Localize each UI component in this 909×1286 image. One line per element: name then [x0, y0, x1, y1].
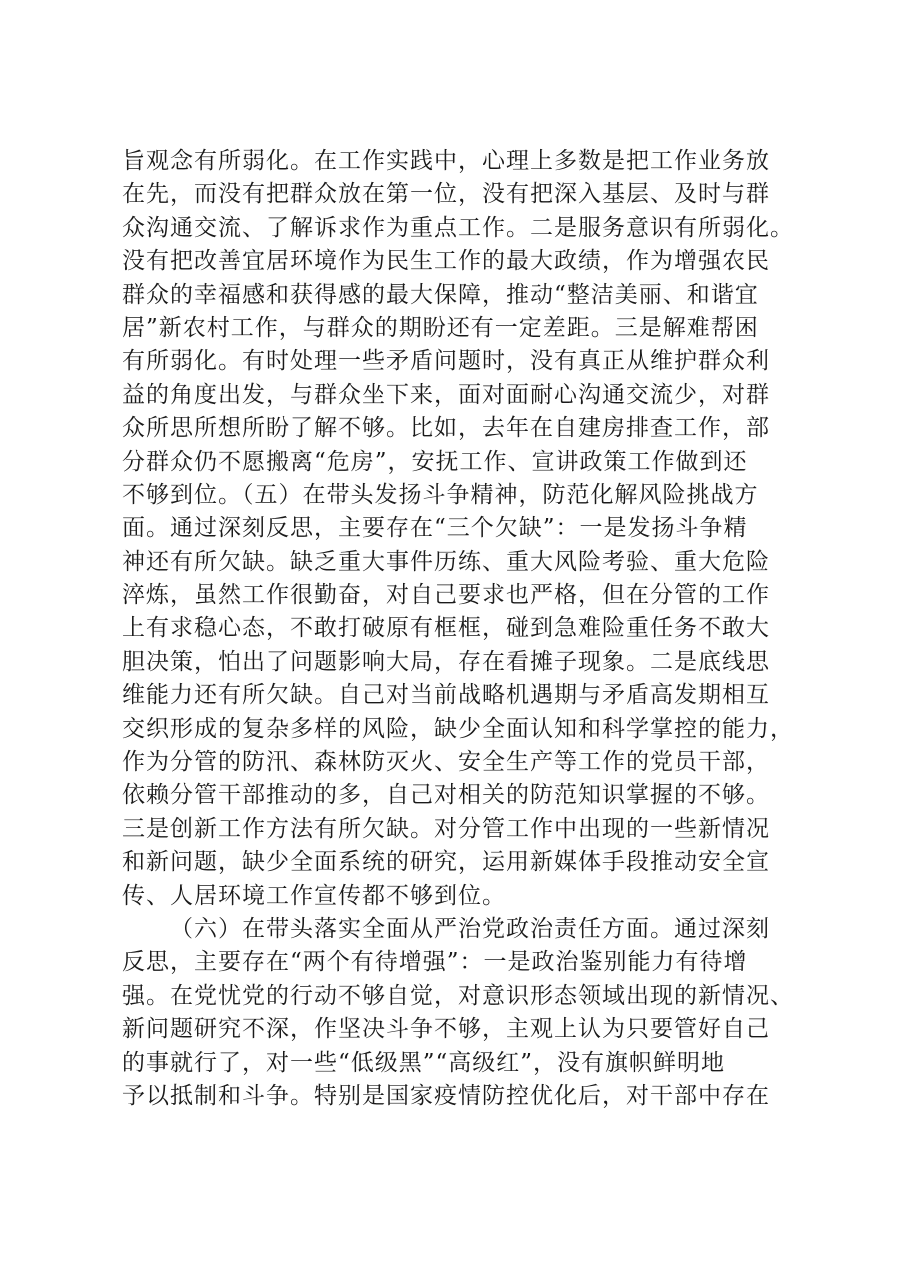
text-line: 众沟通交流、了解诉求作为重点工作。二是服务意识有所弱化。 [122, 214, 794, 241]
text-line: 传、人居环境工作宣传都不够到位。 [122, 882, 506, 909]
text-line: 居”新农村工作，与群众的期盼还有一定差距。三是解难帮困 [122, 314, 759, 341]
text-line: 和新问题，缺少全面系统的研究，运用新媒体手段推动安全宣 [122, 849, 770, 876]
text-line: 有所弱化。有时处理一些矛盾问题时，没有真正从维护群众利 [122, 348, 770, 375]
text-line: 强。在党忧党的行动不够自觉，对意识形态领域出现的新情况、 [122, 982, 794, 1009]
text-line: 予以抵制和斗争。特别是国家疫情防控优化后，对干部中存在 [122, 1082, 770, 1109]
text-line: 上有求稳心态，不敢打破原有框框，碰到急难险重任务不敢大 [122, 615, 770, 642]
text-line: 分群众仍不愿搬离“危房”，安抚工作、宣讲政策工作做到还 [122, 448, 748, 475]
text-line: 面。通过深刻反思，主要存在“三个欠缺”：一是发扬斗争精 [122, 515, 748, 542]
text-line: 淬炼，虽然工作很勤奋，对自己要求也严格，但在分管的工作 [122, 582, 770, 609]
paragraph-start-line: （六）在带头落实全面从严治党政治责任方面。通过深刻 [170, 915, 770, 942]
text-line: 神还有所欠缺。缺乏重大事件历练、重大风险考验、重大危险 [122, 548, 770, 575]
text-line: 群众的幸福感和获得感的最大保障，推动“整洁美丽、和谐宜 [122, 281, 759, 308]
text-line: 作为分管的防汛、森林防灭火、安全生产等工作的党员干部， [122, 749, 770, 776]
text-line: 的事就行了，对一些“低级黑”“高级红”，没有旗帜鲜明地 [122, 1049, 726, 1076]
text-line: 众所思所想所盼了解不够。比如，去年在自建房排查工作，部 [122, 415, 770, 442]
body-text [122, 145, 802, 1113]
text-line: 维能力还有所欠缺。自己对当前战略机遇期与矛盾高发期相互 [122, 682, 770, 709]
text-line: 胆决策，怕出了问题影响大局，存在看摊子现象。二是底线思 [122, 648, 770, 675]
text-line: 益的角度出发，与群众坐下来，面对面耐心沟通交流少，对群 [122, 381, 770, 408]
text-line: 新问题研究不深，作坚决斗争不够，主观上认为只要管好自己 [122, 1016, 770, 1043]
text-line: 依赖分管干部推动的多，自己对相关的防范知识掌握的不够。 [122, 782, 770, 809]
text-line: 三是创新工作方法有所欠缺。对分管工作中出现的一些新情况 [122, 815, 770, 842]
text-line: 旨观念有所弱化。在工作实践中，心理上多数是把工作业务放 [122, 148, 770, 174]
text-line: 在先，而没有把群众放在第一位，没有把深入基层、及时与群 [122, 181, 770, 208]
text-line: 不够到位。（五）在带头发扬斗争精神，防范化解风险挑战方 [122, 481, 759, 508]
text-line: 交织形成的复杂多样的风险，缺少全面认知和科学掌控的能力， [122, 715, 794, 742]
text-line: 没有把改善宜居环境作为民生工作的最大政绩，作为增强农民 [122, 248, 770, 275]
text-line: 反思，主要存在“两个有待增强”：一是政治鉴别能力有待增 [122, 949, 748, 976]
